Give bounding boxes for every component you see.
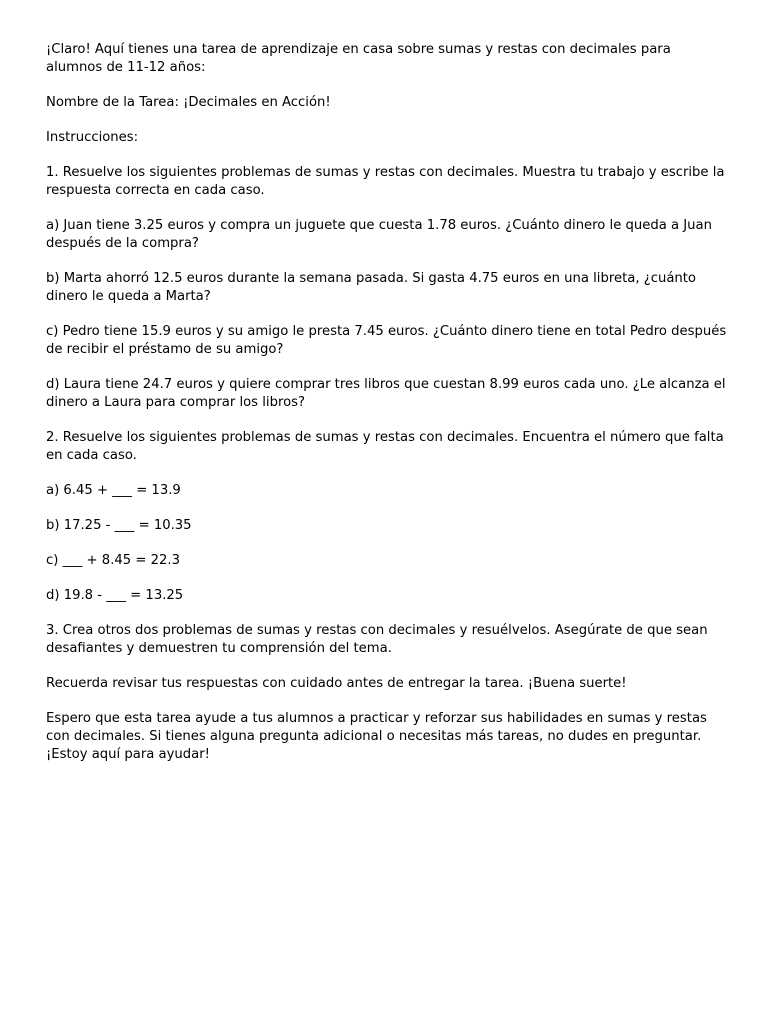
problem-2b: b) 17.25 - ___ = 10.35 bbox=[46, 518, 192, 533]
instructions-heading: Instrucciones: bbox=[46, 130, 139, 145]
task-name: Nombre de la Tarea: ¡Decimales en Acción! bbox=[46, 95, 331, 110]
problem-2a: a) 6.45 + ___ = 13.9 bbox=[46, 483, 181, 498]
closing-paragraph: Espero que esta tarea ayude a tus alumnos a practicar y reforzar sus habilidades en sumas y restas con decimales. Si tienes alguna pregunta adicional o necesitas más tareas, no dudes en preguntar. ¡Estoy aquí para ayudar! bbox=[46, 711, 707, 762]
problem-1d: d) Laura tiene 24.7 euros y quiere comprar tres libros que cuestan 8.99 euros cada uno. ¿Le alcanza el dinero a Laura para comprar los libros? bbox=[46, 377, 726, 410]
intro-paragraph: ¡Claro! Aquí tienes una tarea de aprendizaje en casa sobre sumas y restas con decimales para alumnos de 11-12 años: bbox=[46, 42, 671, 75]
reminder-paragraph: Recuerda revisar tus respuestas con cuidado antes de entregar la tarea. ¡Buena suerte! bbox=[46, 676, 627, 691]
document-body bbox=[46, 41, 730, 781]
section-2-instruction: 2. Resuelve los siguientes problemas de sumas y restas con decimales. Encuentra el número que falta en cada caso. bbox=[46, 430, 724, 463]
problem-2c: c) ___ + 8.45 = 22.3 bbox=[46, 553, 180, 568]
section-1-instruction: 1. Resuelve los siguientes problemas de sumas y restas con decimales. Muestra tu trabajo y escribe la respuesta correcta en cada caso. bbox=[46, 165, 725, 198]
problem-1a: a) Juan tiene 3.25 euros y compra un juguete que cuesta 1.78 euros. ¿Cuánto dinero le queda a Juan después de la compra? bbox=[46, 218, 712, 251]
problem-1b: b) Marta ahorró 12.5 euros durante la semana pasada. Si gasta 4.75 euros en una libreta, ¿cuánto dinero le queda a Marta? bbox=[46, 271, 696, 304]
section-3-instruction: 3. Crea otros dos problemas de sumas y restas con decimales y resuélvelos. Asegúrate de que sean desafiantes y demuestren tu comprensión del tema. bbox=[46, 623, 708, 656]
problem-2d: d) 19.8 - ___ = 13.25 bbox=[46, 588, 184, 603]
problem-1c: c) Pedro tiene 15.9 euros y su amigo le presta 7.45 euros. ¿Cuánto dinero tiene en total Pedro después de recibir el préstamo de su amigo? bbox=[46, 324, 727, 357]
